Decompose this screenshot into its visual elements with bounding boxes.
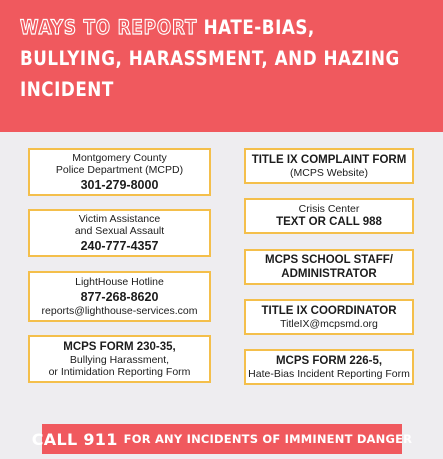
card-form226-line1: Hate-Bias Incident Reporting Form — [248, 367, 410, 380]
page-title — [20, 12, 424, 105]
card-mcps-school-staff — [244, 249, 414, 285]
title-outline-text: WAYS TO REPORT — [20, 16, 198, 39]
card-mcpd — [28, 148, 211, 196]
card-title-ix-coordinator — [244, 299, 414, 335]
card-lighthouse-line1: LightHouse Hotline — [75, 276, 164, 288]
card-lighthouse-hotline — [28, 271, 211, 322]
card-form230-title: MCPS FORM 230-35, — [63, 340, 176, 353]
card-mcps-form-226-5 — [244, 349, 414, 385]
title-line2-text: BULLYING, HARASSMENT, AND HAZING — [20, 47, 400, 70]
card-titleix-complaint-title: TITLE IX COMPLAINT FORM — [251, 153, 407, 166]
card-crisis-line1: Crisis Center — [298, 202, 360, 215]
card-form226-title: MCPS FORM 226-5, — [275, 354, 383, 367]
card-staff-title-line2: ADMINISTRATOR — [281, 268, 377, 280]
header-banner — [0, 0, 443, 132]
card-victim-line2: and Sexual Assault — [74, 225, 165, 237]
call-911-banner — [31, 424, 413, 454]
card-staff-title-line1: MCPS SCHOOL STAFF/ — [265, 254, 393, 266]
card-form230-line1: Bullying Harassment, — [69, 353, 170, 366]
card-mcpd-line1: Montgomery County — [72, 151, 167, 164]
card-form230-line2: or Intimidation Reporting Form — [48, 366, 191, 378]
cta-imminent-danger: FOR ANY INCIDENTS OF IMMINENT DANGER — [123, 432, 413, 446]
card-coordinator-title: TITLE IX COORDINATOR — [261, 304, 397, 317]
cta-call-911: CALL 911 — [31, 429, 118, 449]
card-coordinator-email: TitleIX@mcpsmd.org — [280, 317, 378, 330]
card-victim-phone: 240-777-4357 — [80, 238, 159, 253]
card-mcps-form-230-35 — [28, 335, 211, 383]
card-crisis-center — [244, 198, 414, 234]
card-lighthouse-email: reports@lighthouse-services.com — [41, 304, 198, 317]
card-mcpd-phone: 301-279-8000 — [80, 177, 159, 192]
card-mcpd-line2: Police Department (MCPD) — [55, 164, 184, 176]
title-line3-text: INCIDENT — [20, 78, 114, 101]
title-line1-text: HATE-BIAS, — [203, 16, 315, 39]
card-titleix-complaint-line1: (MCPS Website) — [290, 166, 368, 179]
card-victim-assistance — [28, 209, 211, 257]
card-victim-line1: Victim Assistance — [78, 212, 161, 225]
card-lighthouse-phone: 877-268-8620 — [80, 289, 159, 304]
card-title-ix-complaint — [244, 148, 414, 184]
card-crisis-title: TEXT OR CALL 988 — [276, 216, 382, 229]
